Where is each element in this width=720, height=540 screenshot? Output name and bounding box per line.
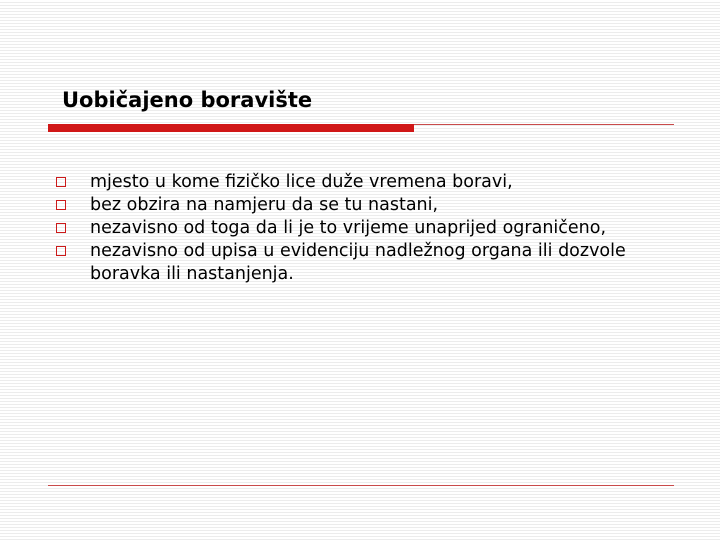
slide-title: Uobičajeno boravište — [62, 88, 313, 112]
hollow-square-bullet-icon — [56, 223, 66, 233]
title-underline-accent — [48, 124, 414, 132]
hollow-square-bullet-icon — [56, 246, 66, 256]
bullet-text: mjesto u kome fizičko lice duže vremena boravi, — [90, 172, 513, 192]
bullet-text: nezavisno od upisa u evidenciju nadležnog organa ili dozvole boravka ili nastanjenja. — [90, 241, 626, 284]
bullet-item — [56, 217, 656, 240]
hollow-square-bullet-icon — [56, 200, 66, 210]
title-underline-rule — [414, 124, 674, 125]
bullet-text: nezavisno od toga da li je to vrijeme unaprijed ograničeno, — [90, 218, 607, 238]
bullet-text: bez obzira na namjeru da se tu nastani, — [90, 195, 439, 215]
bullet-item — [56, 171, 656, 194]
bullet-item — [56, 240, 656, 286]
bullet-list — [56, 171, 656, 286]
bullet-item — [56, 194, 656, 217]
footer-rule — [48, 485, 674, 486]
hollow-square-bullet-icon — [56, 177, 66, 187]
